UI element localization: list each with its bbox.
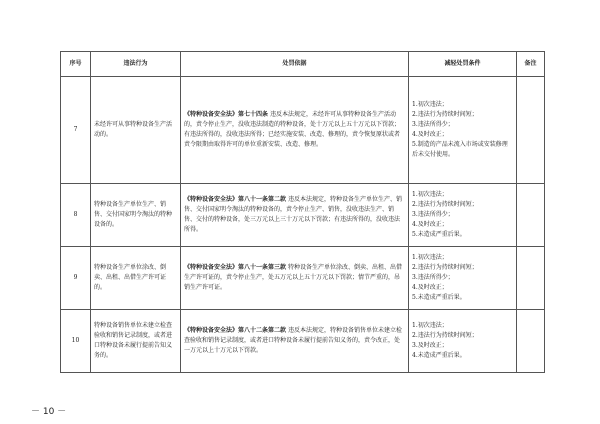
condition-item: 4.及时改正； [412, 284, 448, 291]
condition-item: 1.初次违法； [412, 191, 448, 198]
condition-item: 2.违法行为持续时间短； [412, 111, 478, 118]
row-seq: 9 [61, 247, 91, 310]
condition-item: 5.未造成严重后果。 [412, 294, 466, 301]
row-conditions [409, 184, 517, 247]
basis-law-ref: 《特种设备安全法》第八十一条第三款 [184, 264, 287, 271]
condition-item: 3.违法所得少； [412, 211, 454, 218]
row-remark [517, 77, 545, 184]
condition-item: 3.违法所得少； [412, 274, 454, 281]
basis-law-ref: 《特种设备安全法》第八十二条第二款 [184, 327, 287, 334]
row-seq: 10 [61, 310, 91, 373]
row-violation: 特种设备生产单位涂改、倒卖、出租、出借生产许可证的。 [91, 247, 181, 310]
basis-law-ref: 《特种设备安全法》第七十四条 [184, 111, 269, 118]
condition-item: 1.初次违法； [412, 322, 448, 329]
row-seq: 8 [61, 184, 91, 247]
header-remark: 备注 [517, 52, 545, 77]
basis-law-ref: 《特种设备安全法》第八十一条第二款 [184, 196, 287, 203]
row-conditions [409, 247, 517, 310]
row-violation: 特种设备生产单位生产、销售、交付国家明令淘汰的特种设备的。 [91, 184, 181, 247]
header-seq: 序号 [61, 52, 91, 77]
condition-item: 2.违法行为持续时间短； [412, 332, 478, 339]
condition-item: 5.制造的产品未流入市场或安装修理后未交付使用。 [412, 141, 508, 158]
basis-text: 违反本法规定，特种设备销售单位未建立检查验收和销售记录制度，或者进口特种设备未履行提前告知义务的，责令改正，处一万元以上十万元以下罚款。 [184, 327, 402, 354]
row-basis [181, 310, 409, 373]
condition-item: 3.及时改正； [412, 342, 448, 349]
row-conditions [409, 77, 517, 184]
penalty-table [60, 51, 545, 373]
row-remark [517, 184, 545, 247]
row-basis [181, 77, 409, 184]
row-remark [517, 247, 545, 310]
row-basis [181, 247, 409, 310]
condition-item: 5.未造成严重后果。 [412, 231, 466, 238]
condition-item: 4.及时改正； [412, 131, 448, 138]
condition-item: 4.及时改正； [412, 221, 448, 228]
condition-item: 1.初次违法； [412, 101, 448, 108]
table-row [61, 247, 545, 310]
condition-item: 1.初次违法； [412, 254, 448, 261]
table-row [61, 77, 545, 184]
condition-item: 2.违法行为持续时间短； [412, 264, 478, 271]
condition-item: 2.违法行为持续时间短； [412, 201, 478, 208]
row-remark [517, 310, 545, 373]
basis-text: 违反本法规定，未经许可从事特种设备生产活动的，责令停止生产，没收违法制造的特种设备，处十万元以上五十万元以下罚款；有违法所得的，没收违法所得；已经实施安装、改造、修理的，责令恢复原状或者责令限期由取得许可的单位重新安装、改造、修理。 [184, 111, 401, 148]
row-seq: 7 [61, 77, 91, 184]
header-basis: 处罚依据 [181, 52, 409, 77]
condition-item: 4.未造成严重后果。 [412, 352, 466, 359]
basis-text: 违反本法规定，特种设备生产单位生产、销售、交付国家明令淘汰的特种设备的，责令停止生产、销售，没收违法生产、销售、交付的特种设备，处三万元以上三十万元以下罚款；有违法所得的，没收违法所得。 [184, 196, 402, 233]
table-row [61, 184, 545, 247]
basis-text: 特种设备生产单位涂改、倒卖、出租、出借生产许可证的，责令停止生产，处五万元以上五十万元以下罚款；情节严重的，吊销生产许可证。 [184, 264, 402, 291]
condition-item: 3.违法所得少； [412, 121, 454, 128]
header-mitigation: 减轻处罚条件 [409, 52, 517, 77]
table-header-row [61, 52, 545, 77]
row-violation: 未经许可从事特种设备生产活动的。 [91, 77, 181, 184]
page-number: － 10 － [31, 407, 67, 417]
table-row [61, 310, 545, 373]
row-basis [181, 184, 409, 247]
row-conditions [409, 310, 517, 373]
header-violation: 违法行为 [91, 52, 181, 77]
row-violation: 特种设备销售单位未建立检查验收和销售记录制度，或者进口特种设备未履行提前告知义务的。 [91, 310, 181, 373]
